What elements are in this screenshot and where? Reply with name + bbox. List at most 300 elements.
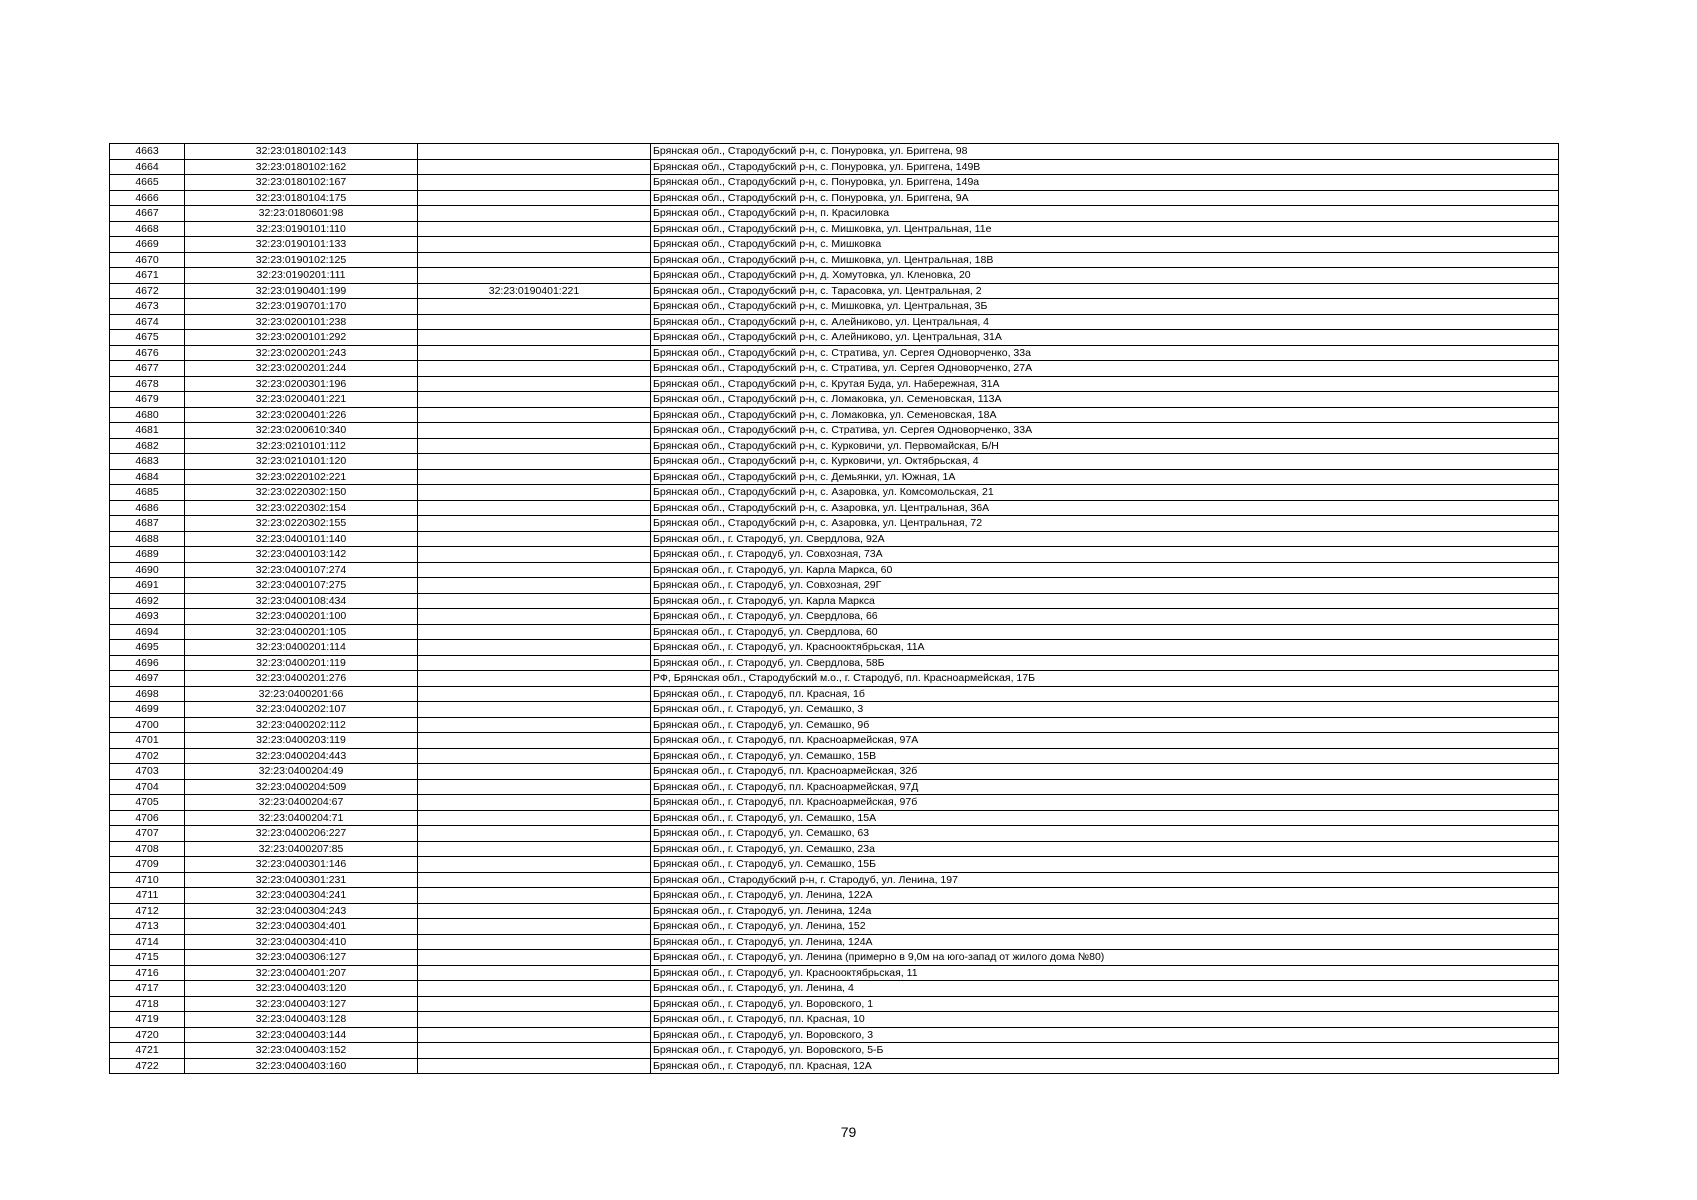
table-row (110, 624, 1559, 640)
linked-cadastral-number-cell (418, 314, 651, 330)
row-number-cell: 4717 (110, 981, 185, 997)
row-number-cell: 4664 (110, 159, 185, 175)
table-row (110, 237, 1559, 253)
cadastral-number-cell: 32:23:0400202:107 (185, 702, 418, 718)
row-number-cell: 4690 (110, 562, 185, 578)
cadastral-number-cell: 32:23:0400204:49 (185, 764, 418, 780)
address-cell: Брянская обл., г. Стародуб, ул. Свердлова, 58Б (651, 655, 1559, 671)
table-row (110, 733, 1559, 749)
table-row (110, 547, 1559, 563)
table-row (110, 1027, 1559, 1043)
cadastral-number-cell: 32:23:0400204:443 (185, 748, 418, 764)
row-number-cell: 4718 (110, 996, 185, 1012)
row-number-cell: 4676 (110, 345, 185, 361)
cadastral-number-cell: 32:23:0220302:150 (185, 485, 418, 501)
cadastral-number-cell: 32:23:0210101:120 (185, 454, 418, 470)
address-cell: Брянская обл., г. Стародуб, ул. Ленина, 124А (651, 934, 1559, 950)
cadastral-number-cell: 32:23:0180102:162 (185, 159, 418, 175)
row-number-cell: 4670 (110, 252, 185, 268)
row-number-cell: 4673 (110, 299, 185, 315)
address-cell: Брянская обл., Стародубский р-н, с. Демьянки, ул. Южная, 1А (651, 469, 1559, 485)
address-cell: Брянская обл., г. Стародуб, ул. Краснооктябрьская, 11 (651, 965, 1559, 981)
address-cell: Брянская обл., Стародубский р-н, с. Мишковка, ул. Центральная, 3Б (651, 299, 1559, 315)
linked-cadastral-number-cell (418, 981, 651, 997)
registry-table-body (110, 144, 1559, 1074)
linked-cadastral-number-cell (418, 764, 651, 780)
cadastral-number-cell: 32:23:0220102:221 (185, 469, 418, 485)
cadastral-number-cell: 32:23:0200301:196 (185, 376, 418, 392)
address-cell: Брянская обл., Стародубский р-н, с. Ломаковка, ул. Семеновская, 18А (651, 407, 1559, 423)
cadastral-number-cell: 32:23:0400306:127 (185, 950, 418, 966)
row-number-cell: 4684 (110, 469, 185, 485)
row-number-cell: 4678 (110, 376, 185, 392)
linked-cadastral-number-cell (418, 1027, 651, 1043)
table-row (110, 609, 1559, 625)
linked-cadastral-number-cell (418, 624, 651, 640)
table-row (110, 671, 1559, 687)
row-number-cell: 4674 (110, 314, 185, 330)
address-cell: Брянская обл., г. Стародуб, пл. Красноармейская, 32б (651, 764, 1559, 780)
table-row (110, 702, 1559, 718)
linked-cadastral-number-cell (418, 361, 651, 377)
cadastral-number-cell: 32:23:0400107:274 (185, 562, 418, 578)
row-number-cell: 4692 (110, 593, 185, 609)
table-row (110, 423, 1559, 439)
linked-cadastral-number-cell (418, 345, 651, 361)
cadastral-number-cell: 32:23:0400201:114 (185, 640, 418, 656)
cadastral-number-cell: 32:23:0400304:401 (185, 919, 418, 935)
row-number-cell: 4669 (110, 237, 185, 253)
row-number-cell: 4679 (110, 392, 185, 408)
table-row (110, 888, 1559, 904)
address-cell: Брянская обл., г. Стародуб, ул. Свердлова, 92А (651, 531, 1559, 547)
cadastral-number-cell: 32:23:0400207:85 (185, 841, 418, 857)
linked-cadastral-number-cell (418, 919, 651, 935)
row-number-cell: 4691 (110, 578, 185, 594)
address-cell: Брянская обл., Стародубский р-н, с. Мишковка, ул. Центральная, 18В (651, 252, 1559, 268)
address-cell: Брянская обл., г. Стародуб, ул. Семашко, 15В (651, 748, 1559, 764)
table-row (110, 950, 1559, 966)
row-number-cell: 4668 (110, 221, 185, 237)
linked-cadastral-number-cell (418, 1058, 651, 1074)
table-row (110, 562, 1559, 578)
linked-cadastral-number-cell (418, 857, 651, 873)
row-number-cell: 4701 (110, 733, 185, 749)
address-cell: Брянская обл., г. Стародуб, ул. Ленина (примерно в 9,0м на юго-запад от жилого дома №80) (651, 950, 1559, 966)
table-row (110, 686, 1559, 702)
linked-cadastral-number-cell (418, 888, 651, 904)
linked-cadastral-number-cell (418, 872, 651, 888)
cadastral-number-cell: 32:23:0400403:152 (185, 1043, 418, 1059)
row-number-cell: 4708 (110, 841, 185, 857)
row-number-cell: 4720 (110, 1027, 185, 1043)
cadastral-number-cell: 32:23:0220302:154 (185, 500, 418, 516)
address-cell: Брянская обл., г. Стародуб, ул. Семашко, 15А (651, 810, 1559, 826)
linked-cadastral-number-cell (418, 500, 651, 516)
address-cell: Брянская обл., г. Стародуб, ул. Семашко, 23а (651, 841, 1559, 857)
address-cell: Брянская обл., г. Стародуб, пл. Красная, 1б (651, 686, 1559, 702)
row-number-cell: 4715 (110, 950, 185, 966)
cadastral-number-cell: 32:23:0400403:144 (185, 1027, 418, 1043)
row-number-cell: 4721 (110, 1043, 185, 1059)
cadastral-number-cell: 32:23:0200401:221 (185, 392, 418, 408)
address-cell: Брянская обл., Стародубский р-н, с. Алейниково, ул. Центральная, 4 (651, 314, 1559, 330)
row-number-cell: 4707 (110, 826, 185, 842)
row-number-cell: 4702 (110, 748, 185, 764)
address-cell: Брянская обл., г. Стародуб, ул. Ленина, 124а (651, 903, 1559, 919)
table-row (110, 438, 1559, 454)
row-number-cell: 4712 (110, 903, 185, 919)
cadastral-number-cell: 32:23:0400107:275 (185, 578, 418, 594)
table-row (110, 330, 1559, 346)
table-row (110, 221, 1559, 237)
linked-cadastral-number-cell (418, 516, 651, 532)
cadastral-number-cell: 32:23:0400403:127 (185, 996, 418, 1012)
table-row (110, 190, 1559, 206)
address-cell: Брянская обл., Стародубский р-н, с. Понуровка, ул. Бриггена, 149а (651, 175, 1559, 191)
address-cell: Брянская обл., г. Стародуб, ул. Воровского, 1 (651, 996, 1559, 1012)
address-cell: Брянская обл., г. Стародуб, ул. Ленина, 152 (651, 919, 1559, 935)
linked-cadastral-number-cell (418, 733, 651, 749)
linked-cadastral-number-cell (418, 562, 651, 578)
cadastral-number-cell: 32:23:0400201:119 (185, 655, 418, 671)
table-row (110, 903, 1559, 919)
address-cell: Брянская обл., Стародубский р-н, с. Стратива, ул. Сергея Одноворченко, 33а (651, 345, 1559, 361)
cadastral-number-cell: 32:23:0400103:142 (185, 547, 418, 563)
row-number-cell: 4693 (110, 609, 185, 625)
row-number-cell: 4696 (110, 655, 185, 671)
cadastral-number-cell: 32:23:0190101:110 (185, 221, 418, 237)
address-cell: Брянская обл., г. Стародуб, пл. Красноармейская, 97б (651, 795, 1559, 811)
address-cell: Брянская обл., Стародубский р-н, с. Понуровка, ул. Бриггена, 98 (651, 144, 1559, 160)
linked-cadastral-number-cell (418, 671, 651, 687)
address-cell: Брянская обл., г. Стародуб, ул. Совхозная, 73А (651, 547, 1559, 563)
linked-cadastral-number-cell: 32:23:0190401:221 (418, 283, 651, 299)
table-row (110, 314, 1559, 330)
linked-cadastral-number-cell (418, 268, 651, 284)
cadastral-number-cell: 32:23:0190101:133 (185, 237, 418, 253)
table-row (110, 268, 1559, 284)
address-cell: Брянская обл., Стародубский р-н, с. Крутая Буда, ул. Набережная, 31А (651, 376, 1559, 392)
address-cell: Брянская обл., г. Стародуб, ул. Карла Маркса (651, 593, 1559, 609)
cadastral-number-cell: 32:23:0400301:146 (185, 857, 418, 873)
cadastral-number-cell: 32:23:0400304:241 (185, 888, 418, 904)
row-number-cell: 4685 (110, 485, 185, 501)
table-row (110, 283, 1559, 299)
table-row (110, 919, 1559, 935)
cadastral-number-cell: 32:23:0210101:112 (185, 438, 418, 454)
linked-cadastral-number-cell (418, 469, 651, 485)
page-number: 79 (840, 1124, 857, 1140)
row-number-cell: 4686 (110, 500, 185, 516)
table-row (110, 934, 1559, 950)
row-number-cell: 4711 (110, 888, 185, 904)
table-row (110, 593, 1559, 609)
row-number-cell: 4688 (110, 531, 185, 547)
cadastral-number-cell: 32:23:0180104:175 (185, 190, 418, 206)
row-number-cell: 4672 (110, 283, 185, 299)
cadastral-number-cell: 32:23:0400403:160 (185, 1058, 418, 1074)
row-number-cell: 4689 (110, 547, 185, 563)
cadastral-number-cell: 32:23:0400403:120 (185, 981, 418, 997)
row-number-cell: 4675 (110, 330, 185, 346)
linked-cadastral-number-cell (418, 1012, 651, 1028)
row-number-cell: 4722 (110, 1058, 185, 1074)
linked-cadastral-number-cell (418, 159, 651, 175)
cadastral-number-cell: 32:23:0180601:98 (185, 206, 418, 222)
cadastral-number-cell: 32:23:0400304:410 (185, 934, 418, 950)
table-row (110, 175, 1559, 191)
linked-cadastral-number-cell (418, 609, 651, 625)
cadastral-number-cell: 32:23:0190201:111 (185, 268, 418, 284)
linked-cadastral-number-cell (418, 702, 651, 718)
cadastral-number-cell: 32:23:0180102:143 (185, 144, 418, 160)
address-cell: Брянская обл., г. Стародуб, пл. Красноармейская, 97Д (651, 779, 1559, 795)
linked-cadastral-number-cell (418, 144, 651, 160)
linked-cadastral-number-cell (418, 547, 651, 563)
linked-cadastral-number-cell (418, 454, 651, 470)
row-number-cell: 4700 (110, 717, 185, 733)
table-row (110, 469, 1559, 485)
table-row (110, 159, 1559, 175)
address-cell: Брянская обл., Стародубский р-н, с. Понуровка, ул. Бриггена, 9А (651, 190, 1559, 206)
linked-cadastral-number-cell (418, 392, 651, 408)
row-number-cell: 4716 (110, 965, 185, 981)
cadastral-number-cell: 32:23:0400204:71 (185, 810, 418, 826)
row-number-cell: 4713 (110, 919, 185, 935)
cadastral-number-cell: 32:23:0220302:155 (185, 516, 418, 532)
table-row (110, 981, 1559, 997)
linked-cadastral-number-cell (418, 965, 651, 981)
table-row (110, 810, 1559, 826)
address-cell: Брянская обл., Стародубский р-н, с. Курковичи, ул. Первомайская, Б/Н (651, 438, 1559, 454)
cadastral-number-cell: 32:23:0190701:170 (185, 299, 418, 315)
address-cell: Брянская обл., Стародубский р-н, с. Понуровка, ул. Бриггена, 149В (651, 159, 1559, 175)
cadastral-number-cell: 32:23:0200401:226 (185, 407, 418, 423)
cadastral-number-cell: 32:23:0200101:292 (185, 330, 418, 346)
table-row (110, 345, 1559, 361)
address-cell: Брянская обл., Стародубский р-н, д. Хомутовка, ул. Кленовка, 20 (651, 268, 1559, 284)
table-row (110, 454, 1559, 470)
cadastral-number-cell: 32:23:0400101:140 (185, 531, 418, 547)
table-row (110, 252, 1559, 268)
linked-cadastral-number-cell (418, 299, 651, 315)
cadastral-number-cell: 32:23:0400403:128 (185, 1012, 418, 1028)
table-row (110, 748, 1559, 764)
address-cell: Брянская обл., г. Стародуб, ул. Семашко, 15Б (651, 857, 1559, 873)
linked-cadastral-number-cell (418, 779, 651, 795)
linked-cadastral-number-cell (418, 190, 651, 206)
row-number-cell: 4677 (110, 361, 185, 377)
linked-cadastral-number-cell (418, 996, 651, 1012)
linked-cadastral-number-cell (418, 810, 651, 826)
row-number-cell: 4666 (110, 190, 185, 206)
linked-cadastral-number-cell (418, 640, 651, 656)
linked-cadastral-number-cell (418, 1043, 651, 1059)
table-row (110, 826, 1559, 842)
linked-cadastral-number-cell (418, 903, 651, 919)
row-number-cell: 4680 (110, 407, 185, 423)
address-cell: Брянская обл., Стародубский р-н, г. Стародуб, ул. Ленина, 197 (651, 872, 1559, 888)
table-row (110, 1012, 1559, 1028)
address-cell: РФ, Брянская обл., Стародубский м.о., г. Стародуб, пл. Красноармейская, 17Б (651, 671, 1559, 687)
table-row (110, 655, 1559, 671)
row-number-cell: 4694 (110, 624, 185, 640)
linked-cadastral-number-cell (418, 826, 651, 842)
linked-cadastral-number-cell (418, 221, 651, 237)
linked-cadastral-number-cell (418, 407, 651, 423)
cadastral-number-cell: 32:23:0400201:66 (185, 686, 418, 702)
linked-cadastral-number-cell (418, 175, 651, 191)
address-cell: Брянская обл., г. Стародуб, пл. Красная, 10 (651, 1012, 1559, 1028)
cadastral-number-cell: 32:23:0180102:167 (185, 175, 418, 191)
linked-cadastral-number-cell (418, 655, 651, 671)
row-number-cell: 4681 (110, 423, 185, 439)
address-cell: Брянская обл., г. Стародуб, ул. Семашко, 63 (651, 826, 1559, 842)
table-row (110, 531, 1559, 547)
table-row (110, 640, 1559, 656)
address-cell: Брянская обл., г. Стародуб, ул. Воровского, 5-Б (651, 1043, 1559, 1059)
table-row (110, 578, 1559, 594)
registry-table (109, 143, 1559, 1074)
row-number-cell: 4667 (110, 206, 185, 222)
table-row (110, 500, 1559, 516)
cadastral-number-cell: 32:23:0400401:207 (185, 965, 418, 981)
address-cell: Брянская обл., Стародубский р-н, с. Алейниково, ул. Центральная, 31А (651, 330, 1559, 346)
cadastral-number-cell: 32:23:0400206:227 (185, 826, 418, 842)
address-cell: Брянская обл., г. Стародуб, пл. Красноармейская, 97А (651, 733, 1559, 749)
table-row (110, 299, 1559, 315)
cadastral-number-cell: 32:23:0200201:244 (185, 361, 418, 377)
linked-cadastral-number-cell (418, 237, 651, 253)
table-row (110, 996, 1559, 1012)
row-number-cell: 4705 (110, 795, 185, 811)
address-cell: Брянская обл., Стародубский р-н, с. Ломаковка, ул. Семеновская, 113А (651, 392, 1559, 408)
row-number-cell: 4704 (110, 779, 185, 795)
row-number-cell: 4703 (110, 764, 185, 780)
table-row (110, 516, 1559, 532)
table-row (110, 857, 1559, 873)
row-number-cell: 4706 (110, 810, 185, 826)
address-cell: Брянская обл., г. Стародуб, ул. Семашко, 9б (651, 717, 1559, 733)
linked-cadastral-number-cell (418, 934, 651, 950)
table-row (110, 392, 1559, 408)
row-number-cell: 4698 (110, 686, 185, 702)
table-row (110, 376, 1559, 392)
table-row (110, 841, 1559, 857)
cadastral-number-cell: 32:23:0200201:243 (185, 345, 418, 361)
address-cell: Брянская обл., г. Стародуб, ул. Карла Маркса, 60 (651, 562, 1559, 578)
address-cell: Брянская обл., г. Стародуб, ул. Семашко, 3 (651, 702, 1559, 718)
table-row (110, 1043, 1559, 1059)
table-row (110, 206, 1559, 222)
cadastral-number-cell: 32:23:0400202:112 (185, 717, 418, 733)
linked-cadastral-number-cell (418, 376, 651, 392)
row-number-cell: 4682 (110, 438, 185, 454)
cadastral-number-cell: 32:23:0400201:276 (185, 671, 418, 687)
table-row (110, 779, 1559, 795)
row-number-cell: 4663 (110, 144, 185, 160)
address-cell: Брянская обл., г. Стародуб, ул. Ленина, 122А (651, 888, 1559, 904)
address-cell: Брянская обл., г. Стародуб, ул. Свердлова, 60 (651, 624, 1559, 640)
linked-cadastral-number-cell (418, 717, 651, 733)
table-row (110, 407, 1559, 423)
row-number-cell: 4671 (110, 268, 185, 284)
row-number-cell: 4714 (110, 934, 185, 950)
linked-cadastral-number-cell (418, 578, 651, 594)
linked-cadastral-number-cell (418, 423, 651, 439)
cadastral-number-cell: 32:23:0400301:231 (185, 872, 418, 888)
cadastral-number-cell: 32:23:0200610:340 (185, 423, 418, 439)
address-cell: Брянская обл., Стародубский р-н, с. Азаровка, ул. Центральная, 72 (651, 516, 1559, 532)
row-number-cell: 4709 (110, 857, 185, 873)
address-cell: Брянская обл., Стародубский р-н, с. Стратива, ул. Сергея Одноворченко, 33А (651, 423, 1559, 439)
table-row (110, 361, 1559, 377)
linked-cadastral-number-cell (418, 252, 651, 268)
table-row (110, 872, 1559, 888)
cadastral-number-cell: 32:23:0400304:243 (185, 903, 418, 919)
table-row (110, 485, 1559, 501)
row-number-cell: 4719 (110, 1012, 185, 1028)
row-number-cell: 4699 (110, 702, 185, 718)
cadastral-number-cell: 32:23:0190401:199 (185, 283, 418, 299)
cadastral-number-cell: 32:23:0400201:105 (185, 624, 418, 640)
row-number-cell: 4683 (110, 454, 185, 470)
row-number-cell: 4697 (110, 671, 185, 687)
cadastral-number-cell: 32:23:0200101:238 (185, 314, 418, 330)
linked-cadastral-number-cell (418, 795, 651, 811)
address-cell: Брянская обл., Стародубский р-н, с. Тарасовка, ул. Центральная, 2 (651, 283, 1559, 299)
address-cell: Брянская обл., г. Стародуб, ул. Свердлова, 66 (651, 609, 1559, 625)
linked-cadastral-number-cell (418, 206, 651, 222)
linked-cadastral-number-cell (418, 330, 651, 346)
address-cell: Брянская обл., г. Стародуб, ул. Воровского, 3 (651, 1027, 1559, 1043)
linked-cadastral-number-cell (418, 438, 651, 454)
address-cell: Брянская обл., Стародубский р-н, с. Мишковка, ул. Центральная, 11е (651, 221, 1559, 237)
address-cell: Брянская обл., г. Стародуб, ул. Краснооктябрьская, 11А (651, 640, 1559, 656)
address-cell: Брянская обл., Стародубский р-н, с. Азаровка, ул. Комсомольская, 21 (651, 485, 1559, 501)
address-cell: Брянская обл., г. Стародуб, ул. Совхозная, 29Г (651, 578, 1559, 594)
linked-cadastral-number-cell (418, 950, 651, 966)
address-cell: Брянская обл., Стародубский р-н, с. Стратива, ул. Сергея Одноворченко, 27А (651, 361, 1559, 377)
address-cell: Брянская обл., г. Стародуб, ул. Ленина, 4 (651, 981, 1559, 997)
table-row (110, 764, 1559, 780)
row-number-cell: 4710 (110, 872, 185, 888)
cadastral-number-cell: 32:23:0400108:434 (185, 593, 418, 609)
table-row (110, 1058, 1559, 1074)
linked-cadastral-number-cell (418, 485, 651, 501)
address-cell: Брянская обл., г. Стародуб, пл. Красная, 12А (651, 1058, 1559, 1074)
address-cell: Брянская обл., Стародубский р-н, с. Азаровка, ул. Центральная, 36А (651, 500, 1559, 516)
table-row (110, 965, 1559, 981)
row-number-cell: 4665 (110, 175, 185, 191)
table-row (110, 144, 1559, 160)
cadastral-number-cell: 32:23:0190102:125 (185, 252, 418, 268)
address-cell: Брянская обл., Стародубский р-н, с. Мишковка (651, 237, 1559, 253)
row-number-cell: 4695 (110, 640, 185, 656)
row-number-cell: 4687 (110, 516, 185, 532)
linked-cadastral-number-cell (418, 841, 651, 857)
table-row (110, 795, 1559, 811)
cadastral-number-cell: 32:23:0400201:100 (185, 609, 418, 625)
address-cell: Брянская обл., Стародубский р-н, п. Красиловка (651, 206, 1559, 222)
linked-cadastral-number-cell (418, 686, 651, 702)
cadastral-number-cell: 32:23:0400204:509 (185, 779, 418, 795)
linked-cadastral-number-cell (418, 748, 651, 764)
linked-cadastral-number-cell (418, 593, 651, 609)
address-cell: Брянская обл., Стародубский р-н, с. Курковичи, ул. Октябрьская, 4 (651, 454, 1559, 470)
cadastral-number-cell: 32:23:0400204:67 (185, 795, 418, 811)
